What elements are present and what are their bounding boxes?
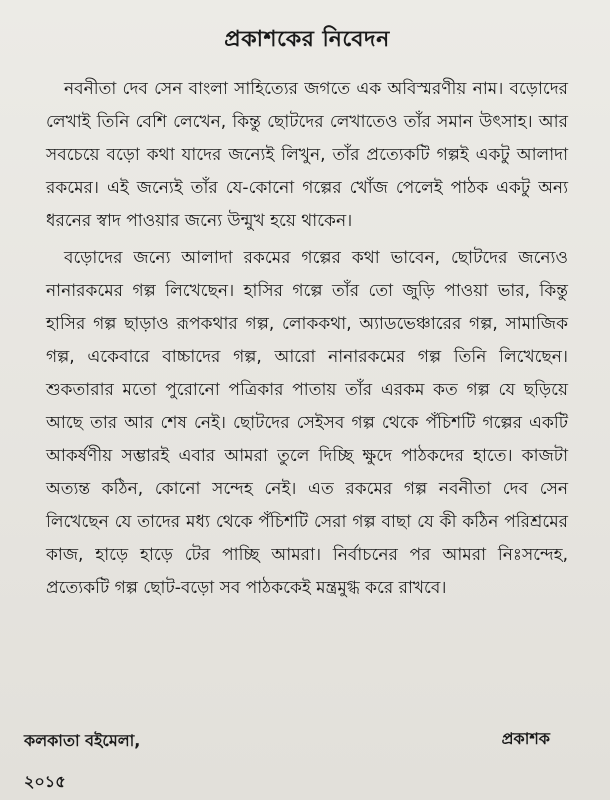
page-title: প্রকাশকের নিবেদন [224, 27, 390, 52]
footer-signature: প্রকাশক [501, 729, 550, 748]
footer-place: কলকাতা বইমেলা, [24, 731, 141, 750]
footer-place-date [24, 728, 140, 796]
footer-year: ২০১৫ [24, 772, 66, 791]
paragraph-1: নবনীতা দেব সেন বাংলা সাহিত্যের জগতে এক অবিস্মরণীয় নাম। বড়োদের লেখাই তিনি বেশি লেখেন, কিন্তু ছোটদের লেখাতেও তাঁর সমান উৎসাহ। আর সবচেয়ে বড়ো কথা যাদের জন্যেই লিখুন, তাঁর প্রত্যেকটি গল্পই একটু আলাদা রকমের। এই জন্যেই তাঁর যে-কোনো গল্পের খোঁজ পেলেই পাঠক একটু অন্য ধরনের স্বাদ পাওয়ার জন্যে উন্মুখ হয়ে থাকেন। [46, 79, 568, 231]
paragraph-2: বড়োদের জন্যে আলাদা রকমের গল্পের কথা ভাবেন, ছোটদের জন্যেও নানারকমের গল্প লিখেছেন। হাসির গল্পে তাঁর তো জুড়ি পাওয়া ভার, কিন্তু হাসির গল্প ছাড়াও রূপকথার গল্প, লোককথা, অ্যাডভেঞ্চারের গল্প, সামাজিক গল্প, একেবারে বাচ্চাদের গল্প, আরো নানারকমের গল্প তিনি লিখেছেন। শুকতারার মতো পুরোনো পত্রিকার পাতায় তাঁর এরকম কত গল্প যে ছড়িয়ে আছে তার আর শেষ নেই। ছোটদের সেইসব গল্প থেকে পঁচিশটি গল্পের একটি আকর্ষণীয় সম্ভারই এবার আমরা তুলে দিচ্ছি ক্ষুদে পাঠকদের হাতে। কাজটা অত্যন্ত কঠিন, কোনো সন্দেহ নেই। এত রকমের গল্প নবনীতা দেব সেন লিখেছেন যে তাদের মধ্য থেকে পঁচিশটি সেরা গল্প বাছা যে কী কঠিন পরিশ্রমের কাজ, হাড়ে হাড়ে টের পাচ্ছি আমরা। নির্বাচনের পর আমরা নিঃসন্দেহ, প্রত্যেকটি গল্প ছোট-বড়ো সব পাঠককেই মন্ত্রমুগ্ধ করে রাখবে। [46, 248, 568, 598]
